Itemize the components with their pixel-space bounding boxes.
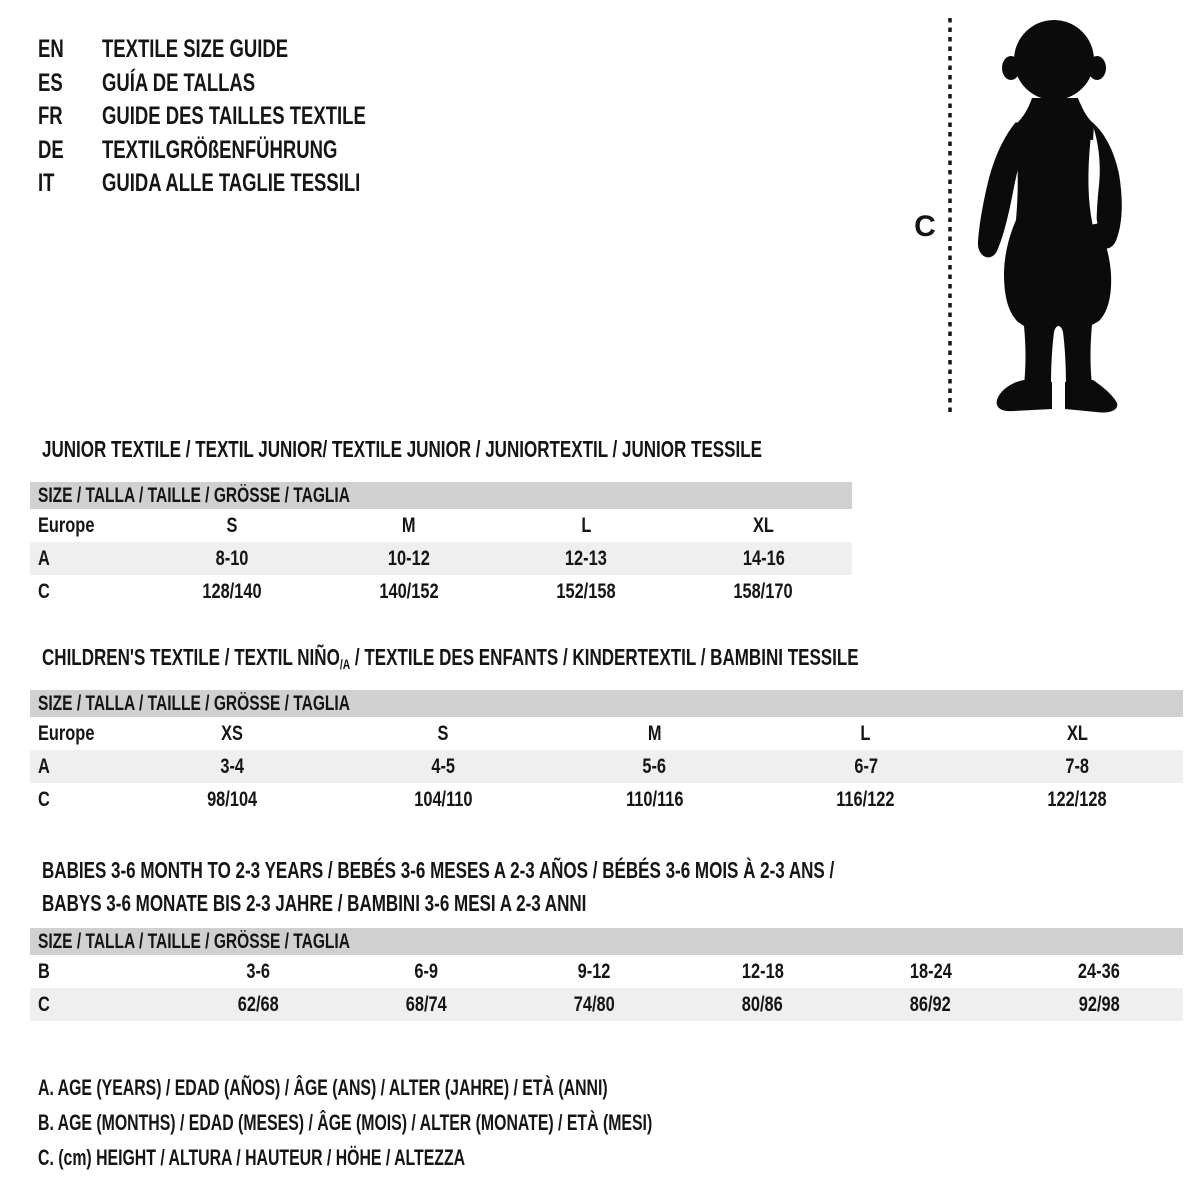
age-value: 10-12	[387, 546, 430, 570]
table-row-height	[30, 783, 1183, 816]
size-table-babies	[30, 955, 1183, 1021]
age-value: 12-13	[565, 546, 608, 570]
size-header-bar: SIZE / TALLA / TAILLE / GRÖSSE / TAGLIA	[30, 482, 852, 509]
table-row-age-months	[30, 955, 1183, 988]
size-table-junior	[30, 509, 852, 608]
language-code: IT	[38, 169, 55, 198]
size-value: XL	[752, 513, 774, 537]
language-code: FR	[38, 102, 63, 131]
age-value: 3-6	[246, 959, 270, 983]
height-value: 68/74	[405, 992, 447, 1016]
height-value: 140/152	[379, 579, 439, 603]
size-value: S	[226, 513, 238, 537]
height-value: 104/110	[413, 787, 473, 811]
size-table-children	[30, 717, 1183, 816]
section-babies-textile	[30, 854, 1183, 1021]
region-label: Europe	[38, 513, 95, 537]
age-value: 6-9	[414, 959, 439, 983]
language-title: TEXTILGRÖßENFÜHRUNG	[102, 135, 338, 164]
note-b: B. AGE (MONTHS) / EDAD (MESES) / ÂGE (MOIS) / ALTER (MONATE) / ETÀ (MESI)	[38, 1110, 653, 1135]
height-value: 98/104	[206, 787, 257, 811]
measurement-notes	[38, 1070, 891, 1175]
size-header-bar: SIZE / TALLA / TAILLE / GRÖSSE / TAGLIA	[30, 928, 1183, 955]
height-value: 158/170	[733, 579, 793, 603]
height-value: 128/140	[202, 579, 262, 603]
table-row-age	[30, 750, 1183, 783]
language-title: TEXTILE SIZE GUIDE	[102, 35, 289, 64]
row-label: B	[38, 959, 50, 983]
language-row	[38, 33, 459, 67]
language-code: ES	[38, 68, 63, 97]
size-value: M	[647, 721, 662, 745]
note-a: A. AGE (YEARS) / EDAD (AÑOS) / ÂGE (ANS) / ALTER (JAHRE) / ETÀ (ANNI)	[38, 1075, 608, 1100]
table-row-sizes	[30, 509, 852, 542]
age-value: 7-8	[1065, 754, 1090, 778]
section-title: JUNIOR TEXTILE / TEXTIL JUNIOR/ TEXTILE JUNIOR / JUNIORTEXTIL / JUNIOR TESSILE	[42, 436, 762, 462]
height-value: 74/80	[573, 992, 615, 1016]
size-value: XS	[220, 721, 243, 745]
language-row	[38, 100, 459, 134]
region-label: Europe	[38, 721, 95, 745]
size-header-bar: SIZE / TALLA / TAILLE / GRÖSSE / TAGLIA	[30, 690, 1183, 717]
height-value: 80/86	[742, 992, 784, 1016]
row-label: C	[38, 787, 50, 811]
age-value: 6-7	[854, 754, 878, 778]
height-value: 116/122	[836, 787, 896, 811]
height-value: 92/98	[1078, 992, 1120, 1016]
size-value: M	[402, 513, 416, 537]
language-title: GUÍA DE TALLAS	[102, 68, 256, 97]
table-row-sizes	[30, 717, 1183, 750]
language-row	[38, 167, 459, 201]
row-label: C	[38, 579, 50, 603]
language-title: GUIDA ALLE TAGLIE TESSILI	[102, 169, 361, 198]
language-row	[38, 134, 459, 168]
language-title: GUIDE DES TAILLES TEXTILE	[102, 102, 366, 131]
age-value: 5-6	[642, 754, 667, 778]
toddler-silhouette-icon	[938, 12, 1148, 422]
table-row-height	[30, 988, 1183, 1021]
row-label: A	[38, 754, 50, 778]
height-value: 110/116	[625, 787, 684, 811]
table-row-height	[30, 575, 852, 608]
size-value: S	[437, 721, 449, 745]
row-label: A	[38, 546, 50, 570]
size-value: XL	[1066, 721, 1088, 745]
height-value: 152/158	[556, 579, 616, 603]
section-childrens-textile	[30, 644, 1183, 816]
language-code: DE	[38, 135, 64, 164]
age-value: 4-5	[431, 754, 455, 778]
height-value: 86/92	[910, 992, 952, 1016]
size-value: L	[860, 721, 871, 745]
age-value: 3-4	[219, 754, 244, 778]
section-title: CHILDREN'S TEXTILE / TEXTIL $NIÑO_{/A}$ / TEXTILE DES ENFANTS / KINDERTEXTIL / BAMBINI TESSILE	[42, 644, 859, 672]
section-title: BABIES 3-6 MONTH TO 2-3 YEARS / BEBÉS 3-6 MESES A 2-3 AÑOS / BÉBÉS 3-6 MOIS À 2-3 ANS / BABYS 3-6 MONATE BIS 2-3 JAHRE / BAMBINI 3-6 MESI A 2-3 ANNI	[42, 857, 835, 916]
note-c: C. (cm) HEIGHT / ALTURA / HAUTEUR / HÖHE / ALTEZZA	[38, 1145, 466, 1170]
height-value: 62/68	[237, 992, 279, 1016]
age-value: 8-10	[215, 546, 249, 570]
age-value: 14-16	[742, 546, 785, 570]
language-title-list	[38, 33, 459, 201]
height-measure-label: C	[914, 210, 936, 243]
age-value: 12-18	[741, 959, 784, 983]
size-value: L	[581, 513, 592, 537]
table-row-age	[30, 542, 852, 575]
section-junior-textile	[30, 436, 852, 608]
row-label: C	[38, 992, 50, 1016]
language-row	[38, 67, 459, 101]
height-value: 122/128	[1047, 787, 1107, 811]
language-code: EN	[38, 35, 64, 64]
age-value: 18-24	[909, 959, 952, 983]
age-value: 24-36	[1077, 959, 1120, 983]
age-value: 9-12	[577, 959, 611, 983]
